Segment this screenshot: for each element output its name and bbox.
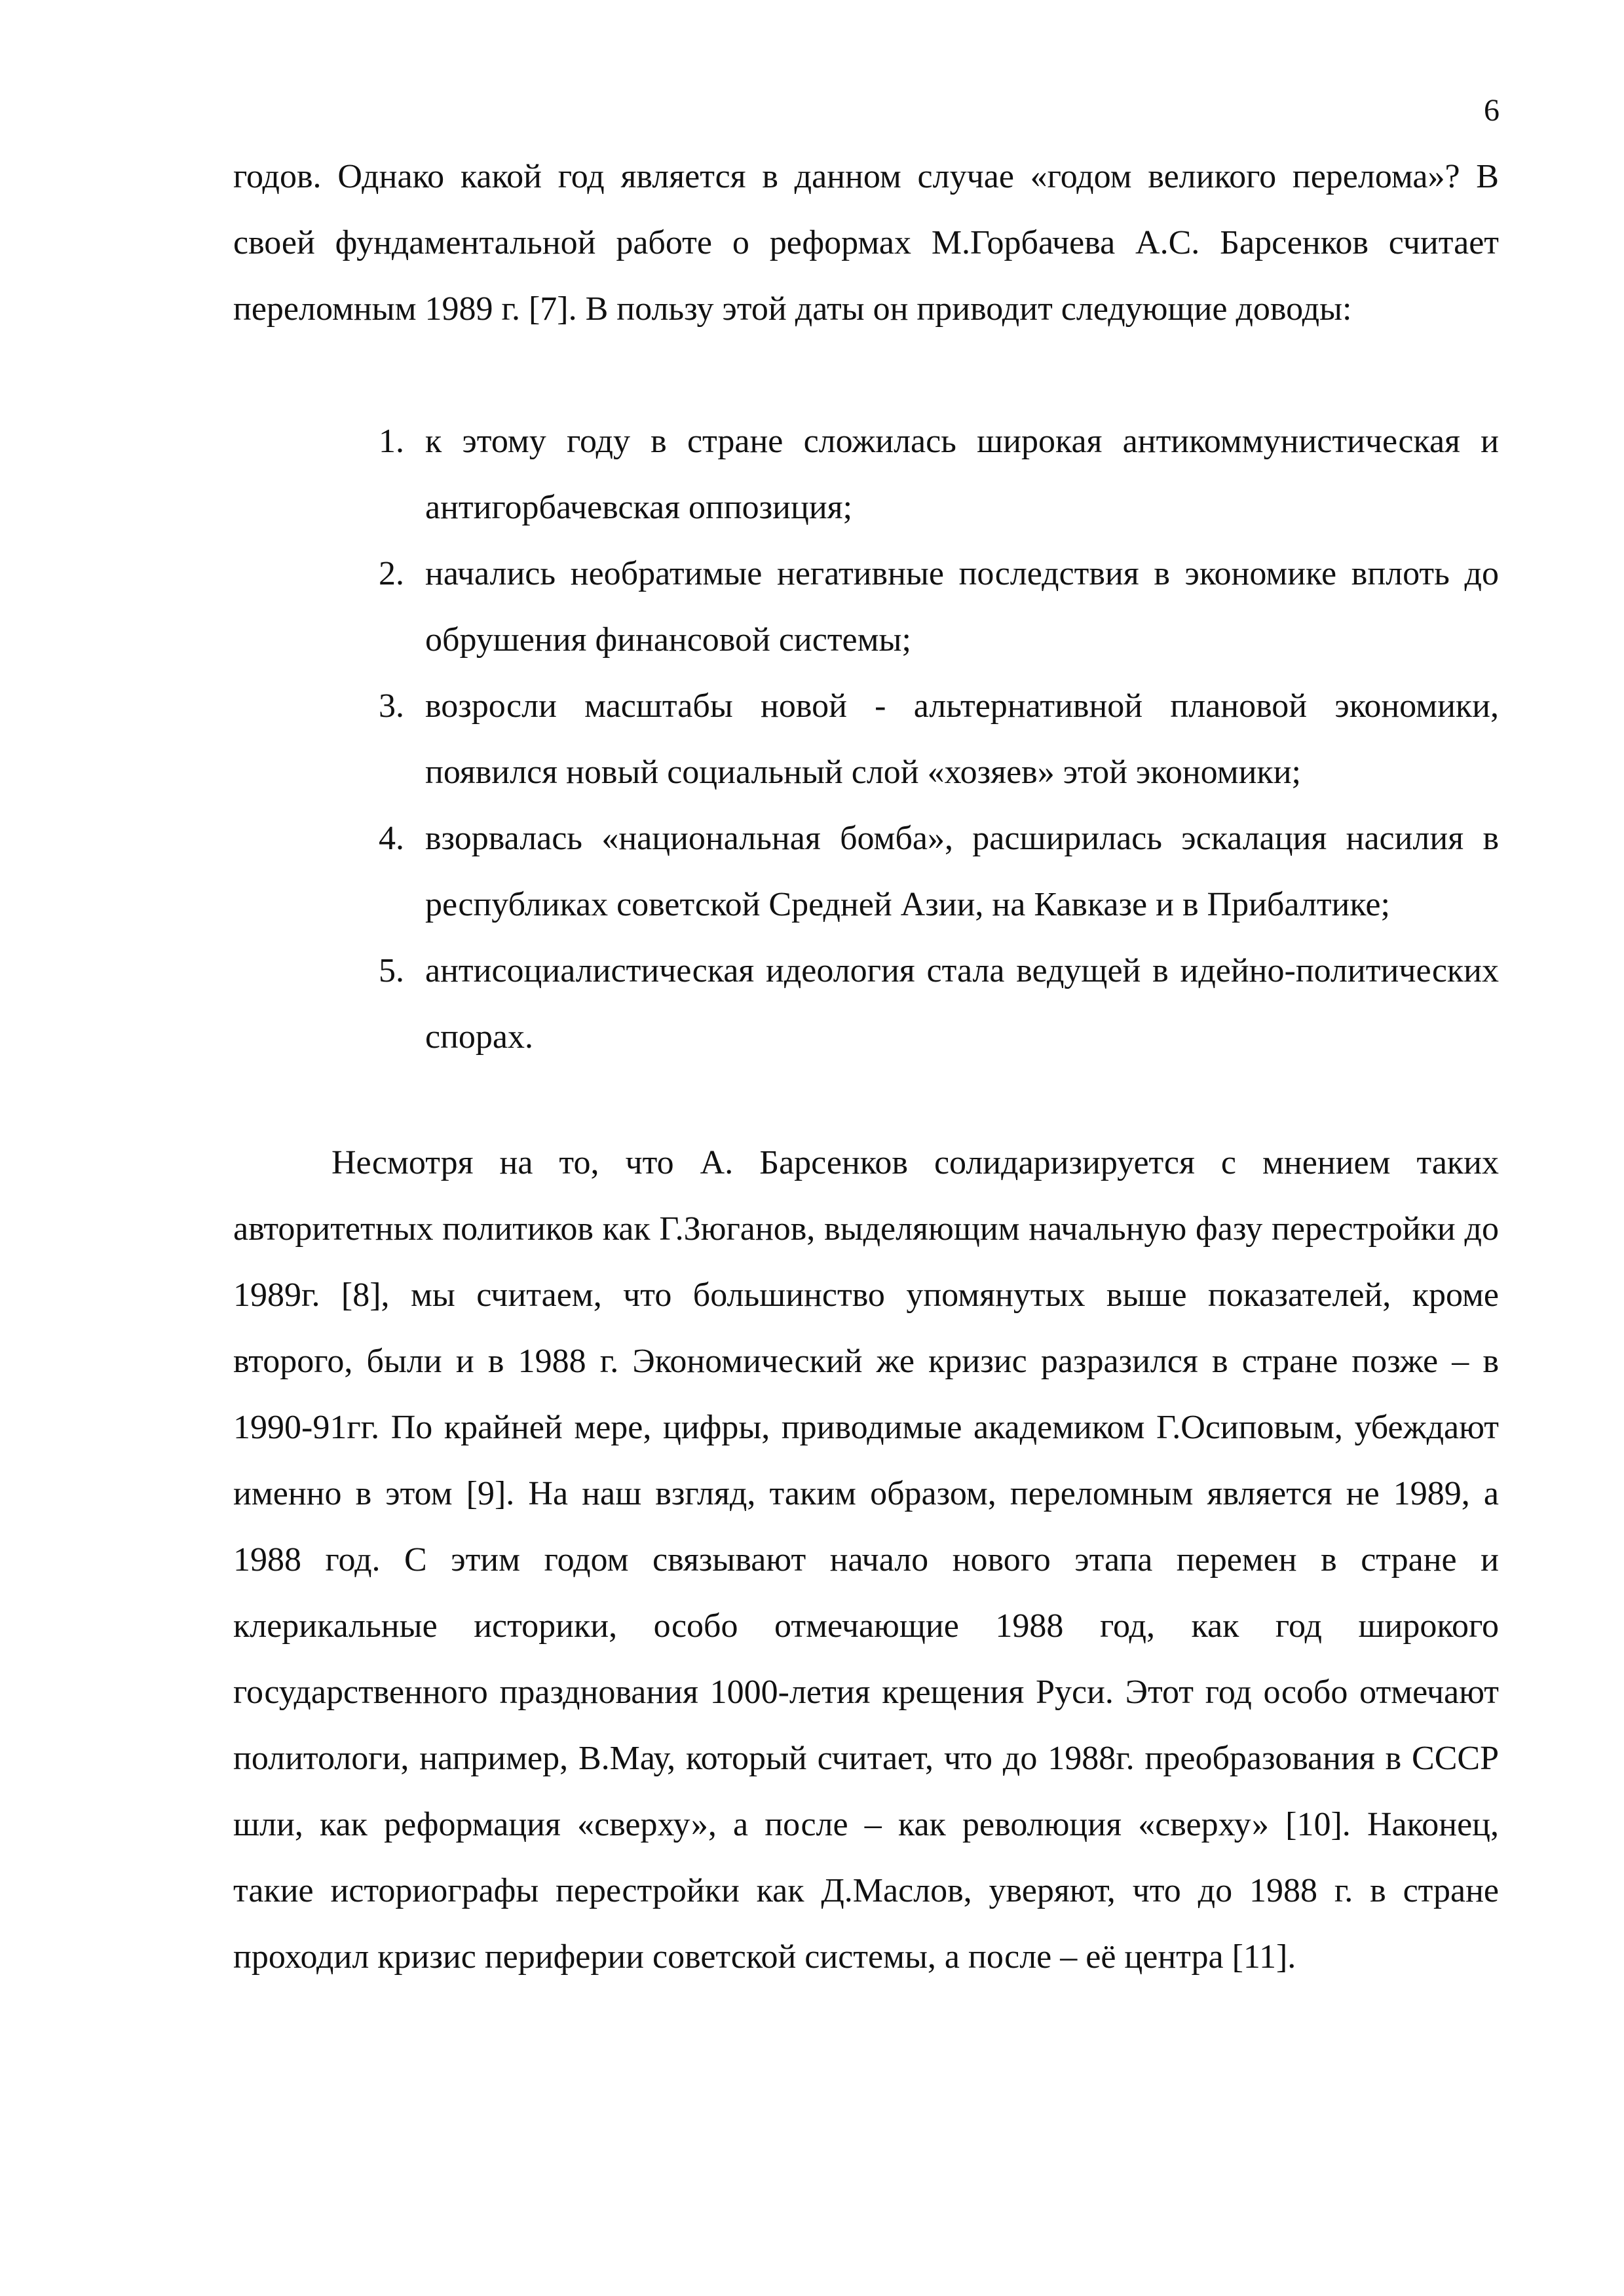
arguments-list [367,408,1499,1070]
intro-text: годов. Однако какой год является в данном случае «годом великого перелома»? В своей фундаментальной работе о реформах М.Горбачева А.С. Барсенков считает переломным 1989 г. [7]. В пользу этой даты он приводит следующие доводы: [233,158,1499,328]
body-paragraph [233,1130,1499,1990]
list-item-text: взорвалась «национальная бомба», расширилась эскалация насилия в республиках советской Средней Азии, на Кавказе и в Прибалтике; [425,820,1499,923]
list-item-number: 5. [379,952,404,989]
page-number: 6 [1484,93,1500,128]
list-item-text: возросли масштабы новой - альтернативной плановой экономики, появился новый социальный слой «хозяев» этой экономики; [425,687,1499,791]
list-item [367,541,1499,673]
list-item-number: 1. [379,423,404,460]
intro-paragraph [233,144,1499,342]
body-paragraph-text [233,1130,1499,1990]
list-item-number: 4. [379,820,404,857]
list-item [367,805,1499,938]
list-item-number: 2. [379,555,404,592]
list-item-text: к этому году в стране сложилась широкая антикоммунистическая и антигорбачевская оппозиция; [425,423,1499,526]
list-item [367,938,1499,1070]
list-item-number: 3. [379,687,404,725]
list-item-text: антисоциалистическая идеология стала ведущей в идейно-политических спорах. [425,952,1499,1056]
body-text: Несмотря на то, что А. Барсенков солидаризируется с мнением таких авторитетных политиков как Г.Зюганов, выделяющим начальную фазу перестройки до 1989г. [8], мы считаем, что большинство упомянутых выше показателей, кроме второго, были и в 1988 г. Экономический же кризис разразился в стране позже – в 1990-91гг. По крайней мере, цифры, приводимые академиком Г.Осиповым, убеждают именно в этом [9]. На наш взгляд, таким образом, переломным является не 1989, а 1988 год. С этим годом связывают начало нового этапа перемен в стране и клерикальные историки, особо отмечающие 1988 год, как год широкого государственного празднования 1000-летия крещения Руси. Этот год особо отмечают политологи, например, В.Мау, который считает, что до 1988г. преобразования в СССР шли, как реформация «сверху», а после – как революция «сверху» [10]. Наконец, такие историографы перестройки как Д.Маслов, уверяют, что до 1988 г. в стране проходил кризис периферии советской системы, а после – её центра [11]. [233,1144,1499,1976]
list-item [367,408,1499,541]
list-item-text: начались необратимые негативные последствия в экономике вплоть до обрушения финансовой системы; [425,555,1499,659]
list-item [367,673,1499,805]
